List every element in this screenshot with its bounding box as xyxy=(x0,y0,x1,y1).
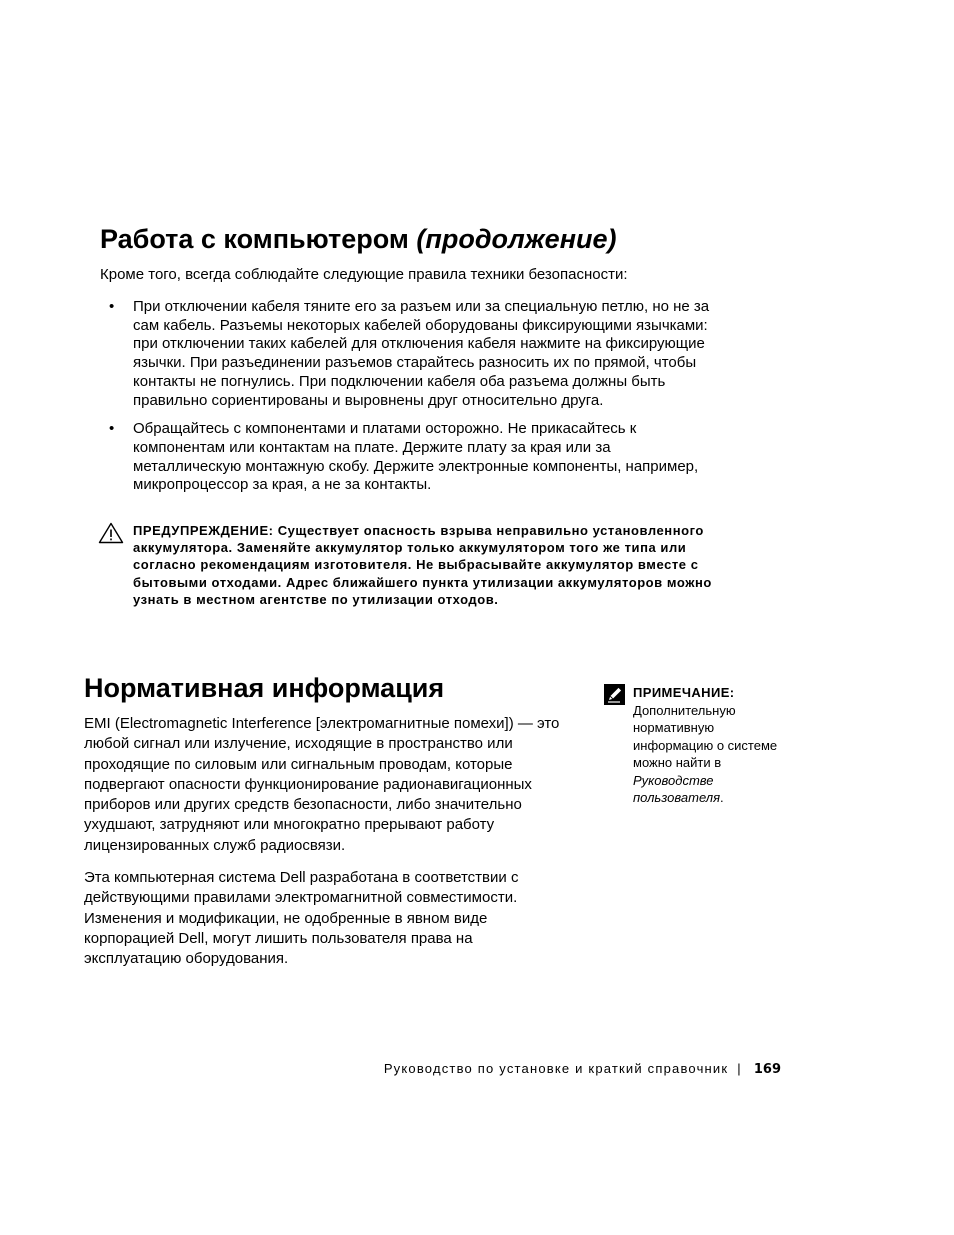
list-item-text: При отключении кабеля тяните его за разъем или за специальную петлю, но не за сам кабель. Разъемы некоторых кабелей оборудованы фиксирующими язычками: при отключении таких кабелей для отключения кабеля нажмите на фиксирующие язычки. При разъединении разъемов старайтесь разносить их по прямой, чтобы контакты не погнулись. При подключении кабеля оба разъема должны быть правильно сориентированы и выровнены друг относительно друга. xyxy=(133,298,710,409)
paragraph: EMI (Electromagnetic Interference [электромагнитные помехи]) — это любой сигнал или излучение, исходящие в пространство или проходящие по силовым или сигнальным проводам, которые подвергают опасности функционирование радионавигационных приборов или других средств безопасности, либо значительно ухудшают, затрудняют или многократно прерывают работу лицензированных служб радиосвязи. xyxy=(84,715,560,854)
note-pencil-icon xyxy=(604,684,625,710)
warning-triangle-icon xyxy=(98,522,124,549)
page-footer xyxy=(384,1061,781,1077)
warning-block xyxy=(98,522,718,608)
paragraph: Эта компьютерная система Dell разработана в соответствии с действующими правилами электромагнитной совместимости. Изменения и модификации, не одобренные в явном виде корпорацией Dell, могут лишить пользователя права на эксплуатацию оборудования. xyxy=(84,869,519,968)
list-item xyxy=(100,298,712,410)
note-text xyxy=(633,702,783,806)
list-item-text: Обращайтесь с компонентами и платами осторожно. Не прикасайтесь к компонентам или контактам на плате. Держите плату за края или за металлическую монтажную скобу. Держите электронные компоненты, например, микропроцессор за края, а не за контакты. xyxy=(133,420,699,494)
page-number: 169 xyxy=(753,1062,781,1077)
bullet-icon: • xyxy=(109,298,115,315)
footer-separator: | xyxy=(737,1061,742,1076)
section-title-main: Работа с компьютером xyxy=(100,224,409,254)
footer-guide-title: Руководство по установке и краткий справочник xyxy=(383,1061,729,1076)
note-text-main: Дополнительную нормативную информацию о системе можно найти в xyxy=(633,703,778,771)
note-sidebar xyxy=(604,684,794,806)
list-item xyxy=(100,420,712,495)
note-heading: ПРИМЕЧАНИЕ: xyxy=(633,685,735,700)
intro-text: Кроме того, всегда соблюдайте следующие правила техники безопасности: xyxy=(100,266,628,283)
warning-text: ПРЕДУПРЕЖДЕНИЕ: Существует опасность взрыва неправильно установленного аккумулятора. Заменяйте аккумулятор только аккумулятором того же типа или согласно рекомендациям изготовителя. Не выбрасывайте аккумулятор вместе с бытовыми отходами. Адрес ближайшего пункта утилизации аккумуляторов можно узнать в местном агентстве по утилизации отходов. xyxy=(133,523,712,607)
section-heading: Нормативная информация xyxy=(84,673,445,703)
note-text-italic: Руководстве пользователя xyxy=(633,772,721,806)
safety-rules-list xyxy=(100,298,712,505)
note-text-end: . xyxy=(720,790,724,806)
bullet-icon: • xyxy=(109,420,115,438)
section-title-continued: (продолжение) xyxy=(416,224,617,254)
section-title xyxy=(100,224,617,255)
